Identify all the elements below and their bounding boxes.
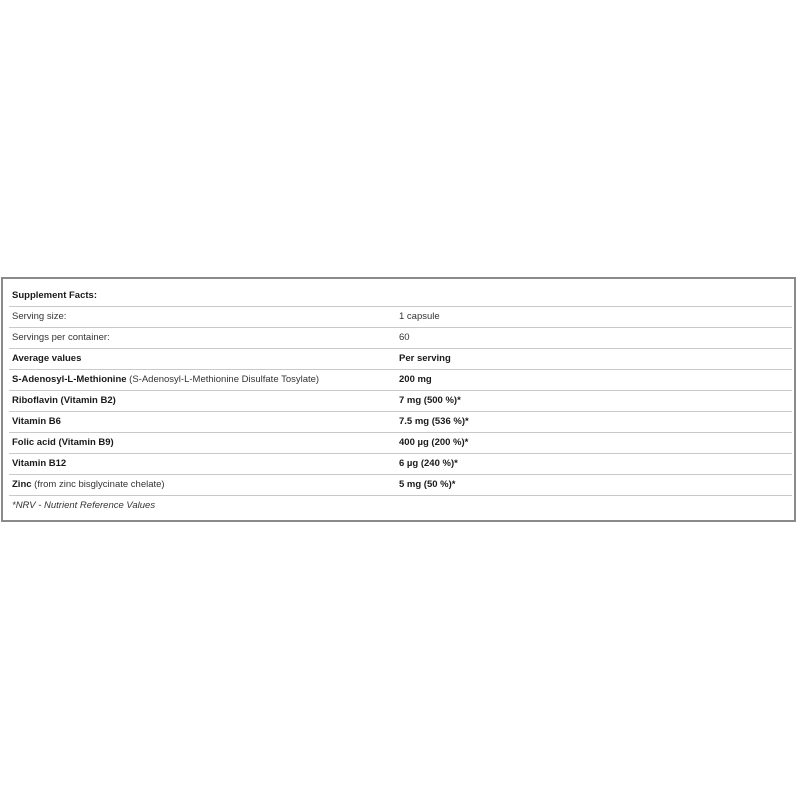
- servings-per-container-value: 60: [396, 328, 792, 349]
- servings-per-container-label: Servings per container:: [9, 328, 396, 349]
- supplement-facts-panel: [1, 277, 796, 522]
- table-row-footnote: [9, 496, 792, 517]
- ingredient-amount: 6 µg (240 %)*: [396, 454, 792, 475]
- column-header-per-serving: Per serving: [396, 349, 792, 370]
- ingredient-amount: 200 mg: [396, 370, 792, 391]
- table-row-ingredient: [9, 370, 792, 391]
- supplement-facts-table: [9, 286, 792, 516]
- ingredient-name: Vitamin B12: [12, 458, 67, 469]
- ingredient-amount: 400 µg (200 %)*: [396, 433, 792, 454]
- table-row-title: [9, 286, 792, 307]
- ingredient-detail: (S-Adenosyl-L-Methionine Disulfate Tosylate): [126, 374, 320, 385]
- ingredient-name-cell: [9, 433, 396, 454]
- table-row-ingredient: [9, 391, 792, 412]
- table-row-ingredient: [9, 433, 792, 454]
- ingredient-name: Zinc: [12, 479, 32, 490]
- ingredient-amount: 7.5 mg (536 %)*: [396, 412, 792, 433]
- table-row-ingredient: [9, 475, 792, 496]
- column-header-average-values: Average values: [9, 349, 396, 370]
- ingredient-name-cell: [9, 412, 396, 433]
- table-row-ingredient: [9, 454, 792, 475]
- table-row-serving-size: [9, 307, 792, 328]
- table-row-servings-per-container: [9, 328, 792, 349]
- serving-size-label: Serving size:: [9, 307, 396, 328]
- table-row-header: [9, 349, 792, 370]
- ingredient-name-cell: [9, 391, 396, 412]
- ingredient-detail: (from zinc bisglycinate chelate): [31, 479, 165, 490]
- ingredient-name: Vitamin B6: [12, 416, 61, 427]
- ingredient-name-cell: [9, 454, 396, 475]
- table-row-ingredient: [9, 412, 792, 433]
- nrv-footnote: *NRV - Nutrient Reference Values: [12, 500, 156, 511]
- serving-size-value: 1 capsule: [396, 307, 792, 328]
- ingredient-name-cell: [9, 475, 396, 496]
- ingredient-name: Folic acid (Vitamin B9): [12, 437, 114, 448]
- ingredient-amount: 7 mg (500 %)*: [396, 391, 792, 412]
- ingredient-amount: 5 mg (50 %)*: [396, 475, 792, 496]
- facts-title: Supplement Facts:: [9, 286, 792, 307]
- ingredient-name: S-Adenosyl-L-Methionine: [12, 374, 127, 385]
- ingredient-name-cell: [9, 370, 396, 391]
- ingredient-name: Riboflavin (Vitamin B2): [12, 395, 116, 406]
